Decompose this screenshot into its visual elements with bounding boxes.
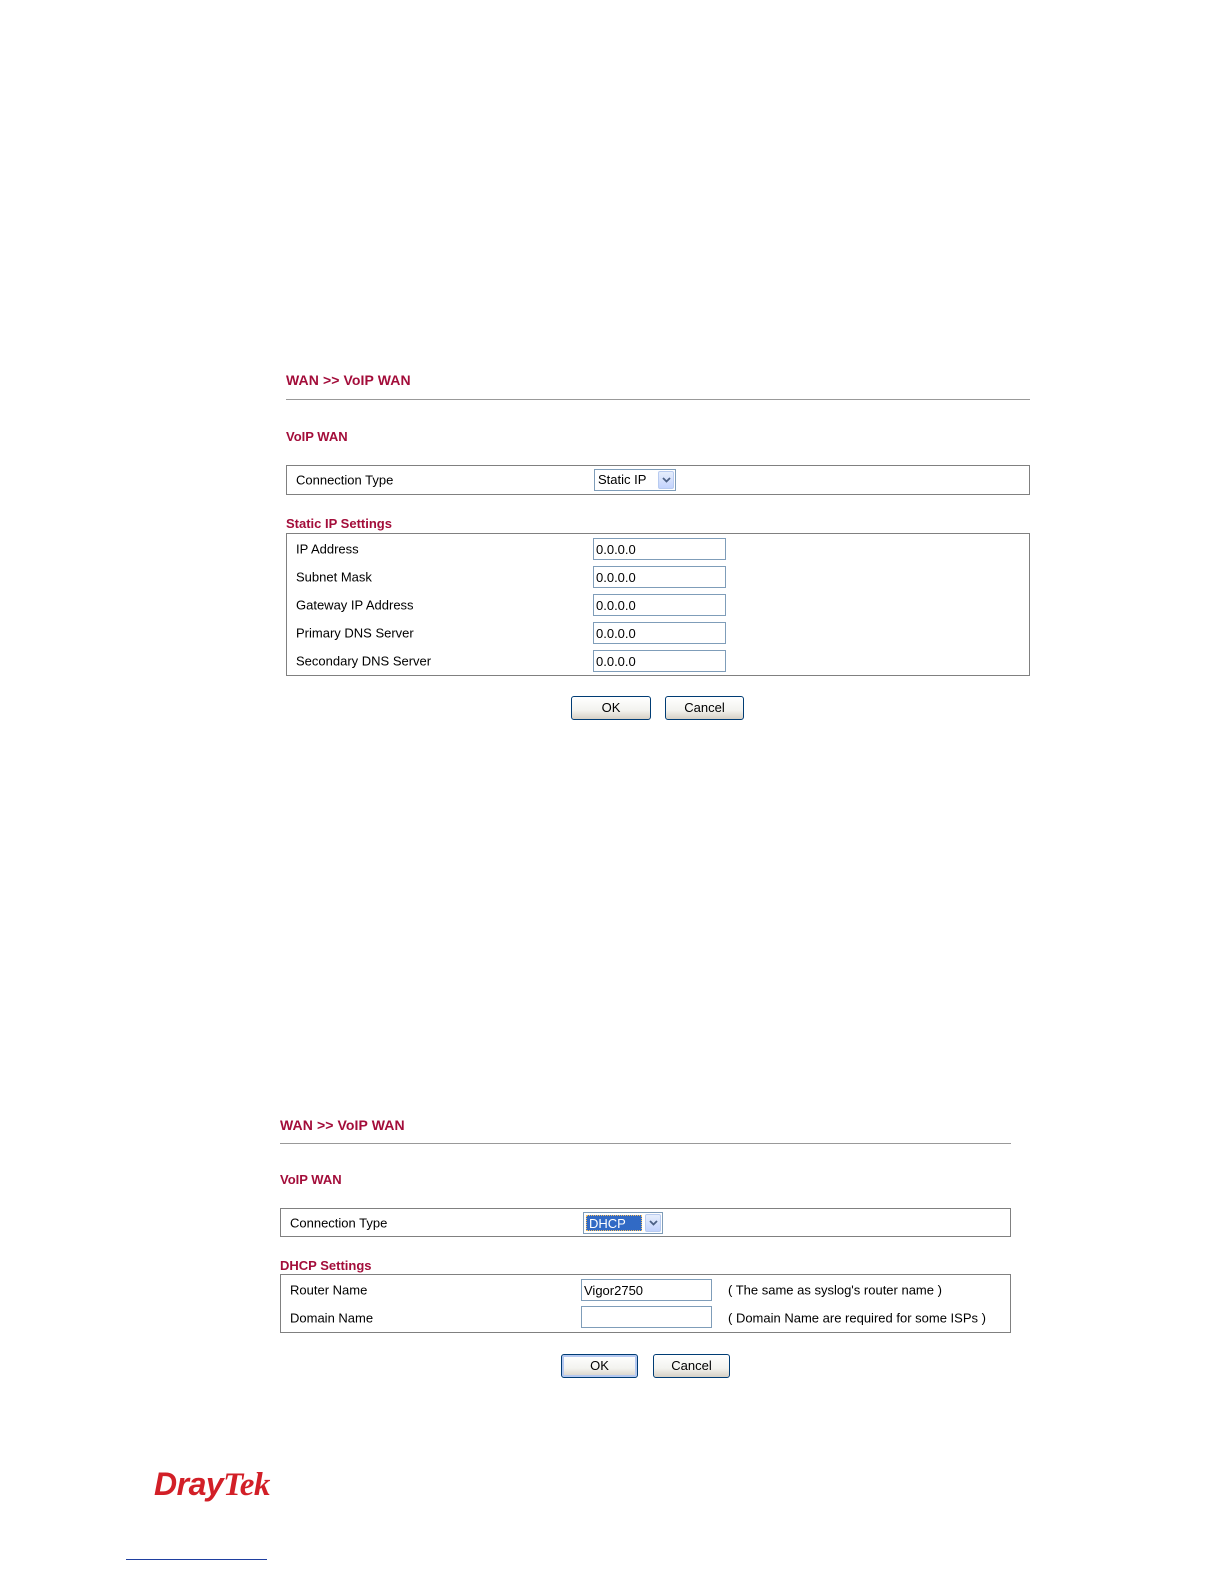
subnet-mask-label: Subnet Mask xyxy=(296,569,372,585)
field-row-gateway-ip xyxy=(287,591,1029,619)
settings-title: Static IP Settings xyxy=(286,516,392,531)
static-ip-panel xyxy=(286,372,1030,724)
ip-address-input[interactable] xyxy=(593,538,726,560)
connection-type-label: Connection Type xyxy=(296,472,394,488)
connection-type-row xyxy=(287,466,1029,494)
field-row-subnet-mask xyxy=(287,563,1029,591)
connection-type-box xyxy=(280,1208,1011,1237)
logo-tek: Tek xyxy=(223,1467,270,1503)
field-row-primary-dns xyxy=(287,619,1029,647)
cancel-button[interactable]: Cancel xyxy=(653,1354,730,1378)
logo-dray: Dray xyxy=(154,1466,224,1502)
connection-type-box xyxy=(286,465,1030,495)
static-ip-settings-box xyxy=(286,533,1030,676)
router-name-input[interactable] xyxy=(581,1279,712,1301)
connection-type-label: Connection Type xyxy=(290,1215,388,1231)
footer-divider xyxy=(126,1559,267,1560)
page-title: WAN >> VoIP WAN xyxy=(280,1117,405,1133)
secondary-dns-label: Secondary DNS Server xyxy=(296,653,432,669)
domain-name-input[interactable] xyxy=(581,1306,712,1328)
primary-dns-label: Primary DNS Server xyxy=(296,625,414,641)
draytek-logo xyxy=(154,1466,270,1504)
domain-name-label: Domain Name xyxy=(290,1310,374,1326)
title-divider xyxy=(286,399,1030,400)
field-row-ip-address xyxy=(287,535,1029,563)
domain-name-note: ( Domain Name are required for some ISPs ) xyxy=(728,1310,986,1326)
gateway-ip-label: Gateway IP Address xyxy=(296,597,414,613)
ok-button[interactable]: OK xyxy=(561,1354,638,1378)
dhcp-settings-box xyxy=(280,1274,1011,1333)
router-name-label: Router Name xyxy=(290,1282,368,1298)
connection-type-select[interactable] xyxy=(583,1212,663,1234)
connection-type-select[interactable] xyxy=(594,469,676,491)
dropdown-arrow-icon[interactable] xyxy=(645,1214,661,1232)
connection-type-selected-value: DHCP xyxy=(586,1215,642,1231)
secondary-dns-input[interactable] xyxy=(593,650,726,672)
primary-dns-input[interactable] xyxy=(593,622,726,644)
field-row-router-name xyxy=(281,1276,1010,1304)
ip-address-label: IP Address xyxy=(296,541,359,557)
dhcp-panel xyxy=(280,1117,1011,1381)
router-name-note: ( The same as syslog's router name ) xyxy=(728,1282,942,1298)
cancel-button[interactable]: Cancel xyxy=(665,696,744,720)
section-title: VoIP WAN xyxy=(280,1172,342,1187)
title-divider xyxy=(280,1143,1011,1144)
connection-type-row xyxy=(281,1209,1010,1237)
subnet-mask-input[interactable] xyxy=(593,566,726,588)
gateway-ip-input[interactable] xyxy=(593,594,726,616)
dropdown-arrow-icon[interactable] xyxy=(658,471,674,489)
page-title: WAN >> VoIP WAN xyxy=(286,372,411,388)
field-row-domain-name xyxy=(281,1304,1010,1332)
settings-title: DHCP Settings xyxy=(280,1258,372,1273)
ok-button[interactable]: OK xyxy=(571,696,651,720)
section-title: VoIP WAN xyxy=(286,429,348,444)
field-row-secondary-dns xyxy=(287,647,1029,675)
connection-type-selected-value: Static IP xyxy=(598,472,647,487)
